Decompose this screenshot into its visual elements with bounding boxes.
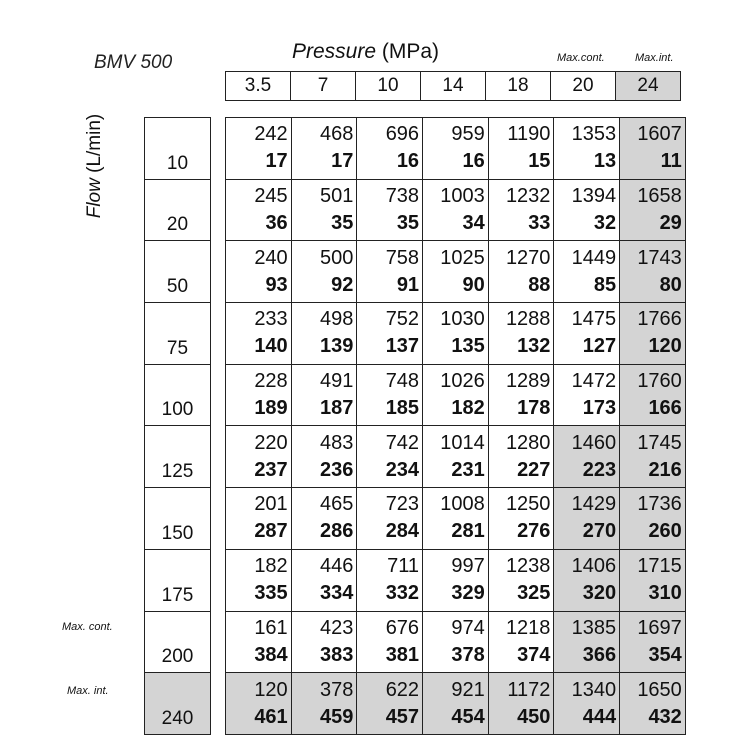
cell-top-value: 491 [320,370,354,393]
cell-bottom-value: 383 [320,643,354,666]
cell-bottom-value: 17 [265,150,288,173]
cell-top-value: 1172 [507,678,551,701]
data-cell [423,241,489,303]
data-cell [226,364,292,426]
data-cell [291,364,357,426]
data-cell [226,241,292,303]
cell-top-value: 1289 [505,370,551,393]
data-cell [620,488,686,550]
cell-bottom-value: 16 [462,150,485,173]
cell-top-value: 501 [320,185,354,208]
cell-bottom-value: 286 [320,520,354,543]
data-cell [291,549,357,611]
cell-top-value: 228 [254,370,288,393]
cell-top-value: 1026 [440,370,485,393]
data-cell [554,611,620,673]
data-cell [488,611,554,673]
data-cell [620,179,686,241]
table-row [226,488,686,550]
flow-data-table [225,117,686,735]
pressure-header-cell: 3.5 [226,72,291,101]
data-cell [357,364,423,426]
data-cell [357,426,423,488]
data-cell [226,488,292,550]
cell-bottom-value: 461 [254,705,288,728]
data-cell [423,303,489,365]
cell-top-value: 498 [320,308,354,331]
cell-bottom-value: 325 [517,582,551,605]
data-cell [291,673,357,735]
cell-top-value: 1394 [571,185,617,208]
pressure-header-table [225,71,681,101]
cell-bottom-value: 381 [385,643,420,666]
cell-bottom-value: 85 [593,273,617,296]
cell-top-value: 182 [254,555,288,578]
data-cell [423,611,489,673]
data-cell [226,179,292,241]
cell-bottom-value: 231 [451,458,485,481]
cell-top-value: 748 [385,370,420,393]
max-cont-row-label: Max. cont. [62,621,113,633]
data-cell [226,611,292,673]
data-cell [554,118,620,180]
data-cell [357,179,423,241]
cell-top-value: 1008 [440,493,485,516]
data-cell [554,488,620,550]
data-cell [423,673,489,735]
cell-bottom-value: 320 [582,582,617,605]
max-int-row-label: Max. int. [67,685,109,697]
data-cell [488,549,554,611]
cell-top-value: 1030 [440,308,485,331]
cell-bottom-value: 13 [593,150,617,173]
cell-top-value: 959 [451,123,485,146]
data-cell [488,118,554,180]
cell-bottom-value: 281 [451,520,485,543]
cell-bottom-value: 237 [254,458,288,481]
cell-top-value: 738 [385,185,420,208]
data-cell [357,673,423,735]
cell-top-value: 723 [385,493,420,516]
data-cell [488,426,554,488]
cell-top-value: 242 [254,123,288,146]
cell-top-value: 997 [451,555,485,578]
data-cell [291,488,357,550]
cell-bottom-value: 334 [320,582,354,605]
cell-bottom-value: 178 [517,397,551,420]
cell-bottom-value: 366 [582,643,617,666]
cell-bottom-value: 432 [648,705,682,728]
cell-top-value: 1460 [571,431,617,454]
cell-top-value: 1475 [571,308,617,331]
data-cell [554,549,620,611]
cell-top-value: 1607 [637,123,682,146]
cell-top-value: 1766 [637,308,682,331]
cell-bottom-value: 182 [451,397,485,420]
cell-top-value: 1658 [637,185,682,208]
data-cell [423,488,489,550]
cell-bottom-value: 332 [385,582,420,605]
data-cell [488,179,554,241]
cell-top-value: 696 [385,123,420,146]
cell-top-value: 1760 [637,370,682,393]
cell-bottom-value: 33 [528,212,551,235]
cell-bottom-value: 137 [385,335,420,358]
pressure-header-cell: 20 [551,72,616,101]
cell-bottom-value: 284 [385,520,420,543]
data-cell [620,241,686,303]
cell-top-value: 1003 [440,185,485,208]
table-row [226,364,686,426]
data-cell [357,303,423,365]
pressure-header-cell: 7 [291,72,356,101]
cell-top-value: 1745 [637,431,682,454]
data-cell [423,118,489,180]
data-cell [620,303,686,365]
cell-bottom-value: 444 [582,705,617,728]
data-cell [554,241,620,303]
cell-bottom-value: 88 [528,273,551,296]
cell-top-value: 758 [385,246,420,269]
cell-bottom-value: 223 [582,458,617,481]
cell-bottom-value: 80 [659,273,682,296]
cell-bottom-value: 329 [451,582,485,605]
cell-bottom-value: 310 [648,582,682,605]
cell-top-value: 1743 [637,246,682,269]
flow-unit: (L/min) [84,113,105,179]
data-cell [291,426,357,488]
data-cell [488,488,554,550]
model-label: BMV 500 [94,52,173,73]
flow-header-cell: 50 [145,241,211,303]
cell-top-value: 1190 [507,123,551,146]
cell-bottom-value: 32 [593,212,617,235]
cell-top-value: 622 [385,678,420,701]
data-cell [357,118,423,180]
cell-bottom-value: 457 [385,705,420,728]
flow-header-cell: 10 [145,118,211,180]
pressure-header-cell: 14 [421,72,486,101]
cell-bottom-value: 260 [648,520,682,543]
data-cell [620,364,686,426]
table-row [226,426,686,488]
cell-top-value: 161 [254,616,288,639]
cell-top-value: 1385 [571,616,617,639]
cell-bottom-value: 287 [254,520,288,543]
flow-header-cell: 240 [145,673,211,735]
cell-bottom-value: 34 [462,212,485,235]
cell-bottom-value: 187 [320,397,354,420]
data-cell [423,549,489,611]
cell-top-value: 1353 [571,123,617,146]
pressure-header-cell: 24 [616,72,681,101]
flow-header-cell: 125 [145,426,211,488]
data-cell [488,364,554,426]
data-cell [291,118,357,180]
cell-bottom-value: 450 [517,705,551,728]
cell-top-value: 1288 [505,308,551,331]
table-row [226,241,686,303]
cell-top-value: 201 [254,493,288,516]
cell-bottom-value: 139 [320,335,354,358]
cell-bottom-value: 459 [320,705,354,728]
table-row [226,303,686,365]
data-cell [226,549,292,611]
table-row [226,611,686,673]
cell-top-value: 1429 [571,493,617,516]
data-cell [226,303,292,365]
data-cell [620,118,686,180]
data-cell [291,303,357,365]
data-cell [357,611,423,673]
cell-bottom-value: 335 [254,582,288,605]
table-row [226,118,686,180]
cell-top-value: 676 [385,616,420,639]
cell-bottom-value: 384 [254,643,288,666]
data-cell [291,611,357,673]
cell-bottom-value: 189 [254,397,288,420]
data-cell [554,364,620,426]
cell-bottom-value: 140 [254,335,288,358]
cell-top-value: 240 [254,246,288,269]
pressure-unit: (MPa) [376,40,440,63]
cell-bottom-value: 374 [517,643,551,666]
data-cell [357,488,423,550]
cell-top-value: 120 [254,678,288,701]
cell-top-value: 378 [320,678,354,701]
cell-top-value: 974 [451,616,485,639]
cell-top-value: 1250 [505,493,551,516]
data-cell [488,673,554,735]
cell-top-value: 1472 [571,370,617,393]
data-cell [423,364,489,426]
flow-header-cell: 150 [145,488,211,550]
flow-header-cell: 100 [145,364,211,426]
table-row [226,179,686,241]
table-row [226,549,686,611]
max-cont-column-label: Max.cont. [557,52,605,64]
cell-bottom-value: 454 [451,705,485,728]
data-cell [554,673,620,735]
cell-top-value: 1014 [440,431,485,454]
cell-top-value: 742 [385,431,420,454]
max-int-column-label: Max.int. [635,52,674,64]
cell-bottom-value: 378 [451,643,485,666]
cell-top-value: 1650 [637,678,682,701]
cell-top-value: 1340 [571,678,617,701]
pressure-header-cell: 18 [486,72,551,101]
data-cell [554,303,620,365]
cell-bottom-value: 17 [331,150,354,173]
flow-header-cell: 200 [145,611,211,673]
cell-bottom-value: 92 [331,273,354,296]
flow-header-cell: 75 [145,303,211,365]
data-cell [554,426,620,488]
cell-bottom-value: 15 [528,150,551,173]
flow-title-text: Flow [84,178,105,219]
pressure-header-cell: 10 [356,72,421,101]
cell-bottom-value: 11 [660,150,682,173]
cell-bottom-value: 354 [648,643,682,666]
cell-bottom-value: 35 [331,212,354,235]
cell-top-value: 500 [320,246,354,269]
data-cell [423,426,489,488]
cell-top-value: 468 [320,123,354,146]
cell-top-value: 1736 [637,493,682,516]
cell-top-value: 1715 [637,555,682,578]
table-row [226,673,686,735]
cell-bottom-value: 93 [265,273,288,296]
cell-bottom-value: 91 [396,273,420,296]
data-cell [291,179,357,241]
cell-top-value: 233 [254,308,288,331]
flow-header-cell: 20 [145,179,211,241]
data-cell [488,303,554,365]
cell-bottom-value: 173 [582,397,617,420]
cell-bottom-value: 185 [385,397,420,420]
cell-top-value: 423 [320,616,354,639]
data-cell [226,673,292,735]
cell-top-value: 446 [320,555,354,578]
cell-top-value: 1697 [637,616,682,639]
cell-top-value: 711 [387,555,420,578]
cell-top-value: 1238 [505,555,551,578]
data-cell [357,241,423,303]
cell-bottom-value: 16 [396,150,420,173]
data-cell [554,179,620,241]
flow-header-table [144,117,211,735]
data-cell [620,426,686,488]
cell-bottom-value: 35 [396,212,420,235]
data-cell [620,549,686,611]
data-cell [620,673,686,735]
data-cell [357,549,423,611]
cell-bottom-value: 90 [462,273,485,296]
cell-top-value: 1270 [505,246,551,269]
flow-axis-title [84,86,106,246]
cell-bottom-value: 132 [517,335,551,358]
flow-header-cell: 175 [145,549,211,611]
data-cell [291,241,357,303]
cell-top-value: 245 [254,185,288,208]
cell-bottom-value: 127 [582,335,617,358]
cell-top-value: 1280 [505,431,551,454]
cell-top-value: 1449 [571,246,617,269]
data-cell [226,426,292,488]
cell-bottom-value: 29 [659,212,682,235]
cell-bottom-value: 36 [265,212,288,235]
pressure-title-text: Pressure [292,40,377,63]
data-cell [620,611,686,673]
cell-top-value: 220 [254,431,288,454]
cell-bottom-value: 216 [648,458,682,481]
data-cell [488,241,554,303]
cell-top-value: 1218 [505,616,551,639]
data-cell [423,179,489,241]
pressure-axis-title [292,40,439,64]
cell-top-value: 1406 [571,555,617,578]
cell-bottom-value: 166 [648,397,682,420]
cell-top-value: 752 [385,308,420,331]
cell-bottom-value: 120 [648,335,682,358]
cell-top-value: 1025 [440,246,485,269]
cell-bottom-value: 276 [517,520,551,543]
cell-bottom-value: 135 [451,335,485,358]
data-cell [226,118,292,180]
cell-bottom-value: 234 [385,458,420,481]
cell-bottom-value: 270 [582,520,617,543]
cell-top-value: 465 [320,493,354,516]
cell-top-value: 921 [451,678,485,701]
cell-bottom-value: 227 [517,458,551,481]
cell-top-value: 483 [320,431,354,454]
cell-top-value: 1232 [505,185,551,208]
cell-bottom-value: 236 [320,458,354,481]
